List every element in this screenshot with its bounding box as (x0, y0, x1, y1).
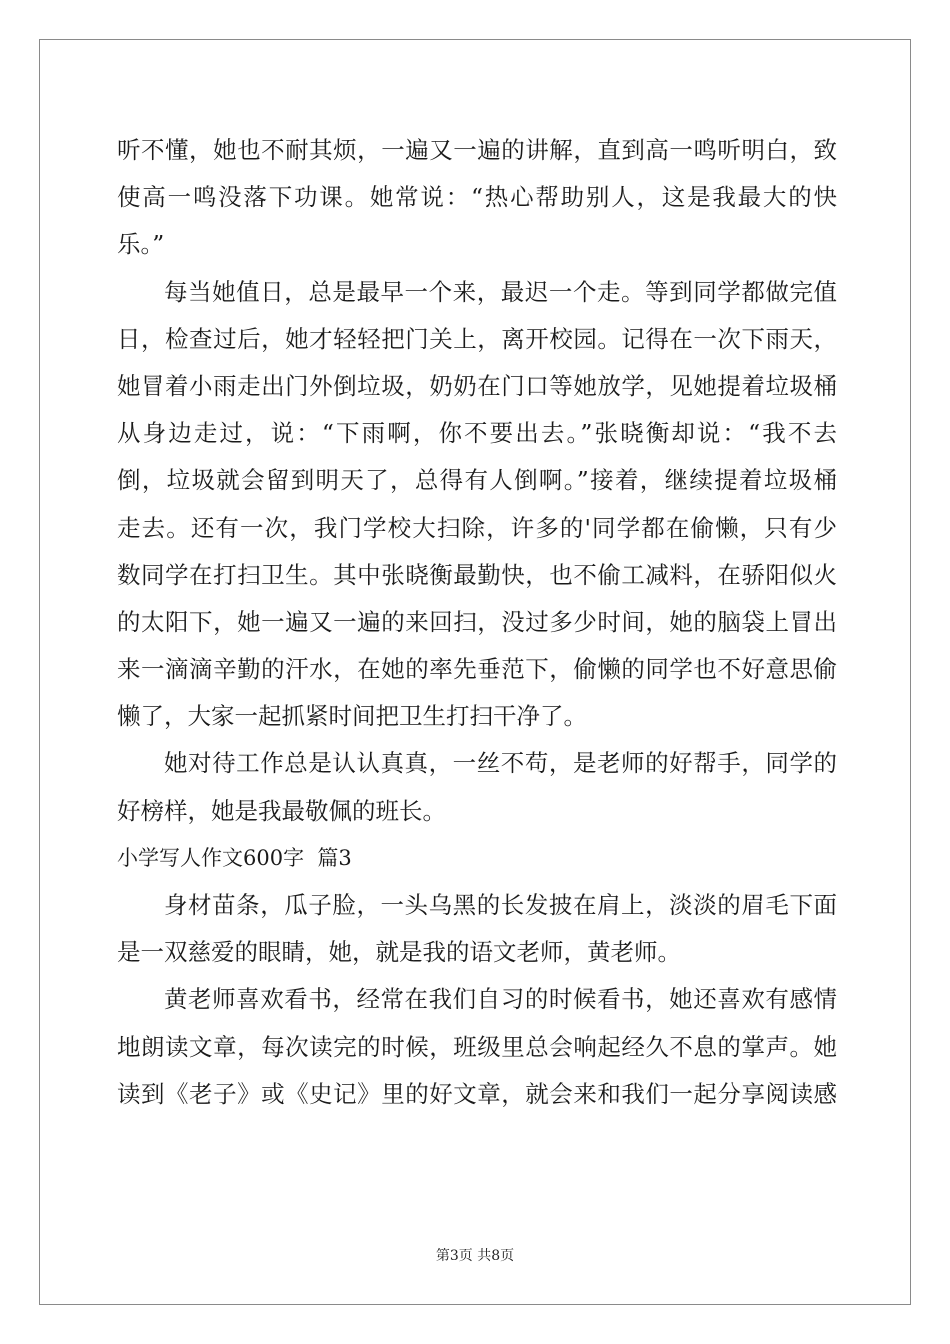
text-line: 身材苗条，瓜子脸，一头乌黑的长发披在肩上，淡淡的眉毛下面 (164, 891, 837, 919)
text-line: 日，检查过后，她才轻轻把门关上，离开校园。记得在一次下雨天， (117, 324, 837, 353)
text-line: 她对待工作总是认认真真，一丝不苟，是老师的好帮手，同学的 (164, 749, 837, 778)
text-line: 是一双慈爱的眼睛，她，就是我的语文老师，黄老师。 (117, 938, 681, 967)
paragraph-block-1 (117, 127, 837, 835)
text-line: 懒了，大家一起抓紧时间把卫生打扫干净了。 (117, 702, 587, 731)
document-body (117, 127, 837, 1118)
text-line: 从身边走过，说：“下雨啊，你不要出去。”张晓衡却说：“我不去 (117, 419, 837, 448)
text-line: 的太阳下，她一遍又一遍的来回扫，没过多少时间，她的脑袋上冒出 (117, 607, 837, 636)
page-footer: 第3页 共8页 (435, 1248, 515, 1264)
text-line: 地朗读文章，每次读完的时候，班级里总会响起经久不息的掌声。她 (117, 1032, 837, 1061)
text-line: 乐。” (117, 230, 165, 259)
text-line: 好榜样，她是我最敬佩的班长。 (117, 796, 446, 825)
section-heading: 小学写人作文600字 篇3 (117, 845, 352, 870)
text-line: 数同学在打扫卫生。其中张晓衡最勤快，也不偷工减料，在骄阳似火 (117, 560, 837, 589)
text-line: 读到《老子》或《史记》里的好文章，就会来和我们一起分享阅读感 (117, 1079, 837, 1108)
text-line: 来一滴滴辛勤的汗水，在她的率先垂范下，偷懒的同学也不好意思偷 (117, 655, 837, 684)
text-line: 走去。还有一次，我门学校大扫除，许多的'同学都在偷懒，只有少 (117, 513, 837, 542)
text-line: 每当她值日，总是最早一个来，最迟一个走。等到同学都做完值 (164, 277, 837, 306)
text-line: 倒，垃圾就会留到明天了，总得有人倒啊。”接着，继续提着垃圾桶 (117, 466, 837, 495)
text-line: 听不懂，她也不耐其烦，一遍又一遍的讲解，直到高一鸣听明白，致 (117, 136, 837, 164)
text-line: 她冒着小雨走出门外倒垃圾，奶奶在门口等她放学，见她提着垃圾桶 (117, 371, 837, 400)
paragraph-block-2 (117, 882, 837, 1118)
text-line: 黄老师喜欢看书，经常在我们自习的时候看书，她还喜欢有感情 (164, 985, 837, 1014)
text-line: 使高一鸣没落下功课。她常说：“热心帮助别人，这是我最大的快 (117, 183, 837, 212)
